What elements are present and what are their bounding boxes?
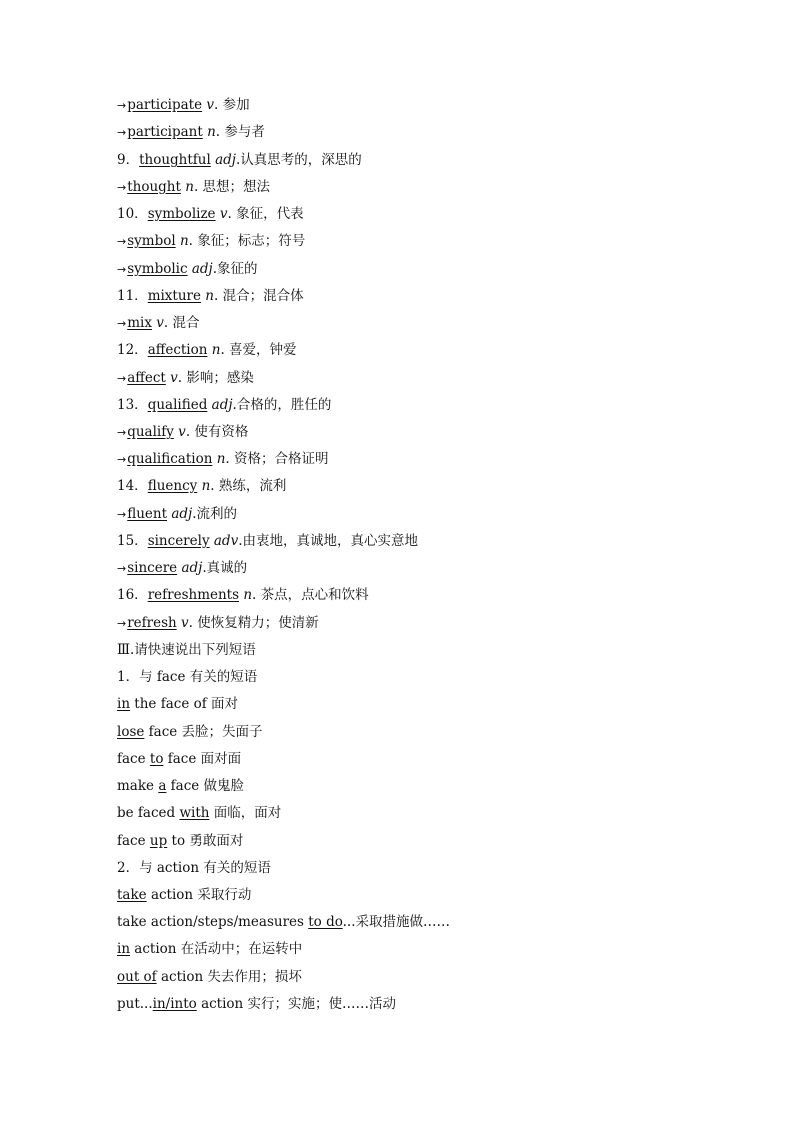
phrase-line (117, 911, 450, 933)
vocab-word: qualified (147, 397, 208, 413)
vocab-word: qualification (127, 451, 213, 467)
pos-sep: . (214, 97, 219, 113)
phrase-answer: in (117, 941, 131, 957)
part-of-speech: adj (211, 397, 233, 413)
item-number: 9． (117, 152, 140, 168)
phrase-line (117, 938, 302, 960)
vocab-line (117, 149, 362, 171)
part-of-speech: adj (215, 152, 236, 168)
pos-sep: . (236, 152, 241, 168)
vocab-line (117, 448, 329, 470)
phrase-prefix: make (117, 778, 159, 794)
phrase-answer: up (149, 833, 168, 849)
vocab-definition: 影响；感染 (186, 370, 254, 386)
arrow-icon: → (117, 508, 127, 521)
part-of-speech: adj (171, 506, 193, 522)
vocab-line (117, 312, 199, 334)
pos-sep: . (202, 560, 207, 576)
phrase-line (117, 884, 251, 906)
section-heading: Ⅲ.请快速说出下列短语 (117, 642, 256, 658)
phrase-prefix: put... (117, 996, 153, 1012)
phrase-rest: action 采取行动 (146, 887, 252, 903)
phrase-rest: action 在活动中；在运转中 (130, 941, 303, 957)
vocab-word: sincerely (147, 533, 210, 549)
pos-sep: . (212, 261, 218, 277)
vocab-word: mix (127, 315, 152, 331)
vocab-word: participate (127, 97, 203, 113)
vocab-line (117, 530, 418, 552)
arrow-icon: → (117, 181, 127, 194)
pos-sep: . (238, 533, 243, 549)
phrase-answer: to do (308, 914, 343, 930)
phrase-answer: a (158, 778, 167, 794)
vocab-definition: 混合；混合体 (222, 288, 304, 304)
vocab-line (117, 421, 248, 443)
pos-sep: . (177, 370, 183, 386)
vocab-word: qualify (127, 424, 174, 440)
vocab-definition: 资格；合格证明 (234, 451, 329, 467)
arrow-icon: → (117, 263, 127, 276)
vocab-definition: 喜爱，钟爱 (229, 342, 297, 358)
vocab-line (117, 121, 265, 143)
vocab-definition: 参加 (222, 97, 250, 113)
part-of-speech: n (205, 288, 214, 304)
vocab-definition: 合格的，胜任的 (236, 397, 332, 413)
part-of-speech: v (156, 315, 164, 331)
vocab-word: symbolize (147, 206, 216, 222)
vocab-line (117, 557, 247, 579)
arrow-icon: → (117, 235, 127, 248)
part-of-speech: v (206, 97, 215, 113)
vocab-definition: 由衷地，真诚地，真心实意地 (242, 533, 418, 549)
arrow-icon: → (117, 562, 127, 575)
vocab-definition: 参与者 (224, 124, 265, 140)
phrase-group-title: 1．与 face 有关的短语 (117, 669, 258, 685)
phrase-line (117, 693, 238, 715)
vocab-word: affection (147, 342, 208, 358)
phrase-answer: in (117, 696, 131, 712)
arrow-icon: → (117, 372, 127, 385)
item-number: 13． (117, 397, 148, 413)
phrase-answer: lose (117, 724, 145, 740)
pos-sep: . (232, 397, 237, 413)
vocab-word: fluent (127, 506, 168, 522)
phrase-rest: action 实行；实施；使……活动 (196, 996, 397, 1012)
pos-sep: . (210, 478, 215, 494)
phrase-answer: out of (117, 969, 157, 985)
vocab-line (117, 94, 250, 116)
part-of-speech: adv (213, 533, 239, 549)
vocab-word: fluency (147, 478, 198, 494)
part-of-speech: v (181, 615, 189, 631)
vocab-word: symbolic (127, 261, 188, 277)
vocab-word: symbol (127, 233, 176, 249)
phrase-rest: action 失去作用；损坏 (156, 969, 302, 985)
pos-sep: . (192, 506, 197, 522)
vocab-definition: 流利的 (196, 506, 238, 522)
phrase-line (117, 802, 281, 824)
vocab-word: thought (127, 179, 181, 195)
pos-sep: . (188, 615, 193, 631)
pos-sep: . (252, 587, 257, 603)
phrase-line (117, 748, 241, 770)
vocab-definition: 思想；想法 (202, 179, 271, 195)
phrase-line (117, 993, 396, 1015)
pos-sep: . (213, 288, 219, 304)
vocab-definition: 象征的 (217, 261, 258, 277)
vocab-line (117, 285, 304, 307)
arrow-icon: → (117, 126, 127, 139)
phrase-line (117, 775, 244, 797)
phrase-line (117, 966, 302, 988)
pos-sep: . (227, 206, 232, 222)
item-number: 12． (117, 342, 148, 358)
item-number: 10． (117, 206, 148, 222)
vocab-definition: 茶点，点心和饮料 (260, 587, 369, 603)
part-of-speech: n (211, 342, 221, 358)
arrow-icon: → (117, 453, 127, 466)
vocab-word: refreshments (147, 587, 240, 603)
part-of-speech: n (179, 233, 189, 249)
pos-sep: . (215, 124, 221, 140)
vocab-definition: 象征，代表 (236, 206, 304, 222)
phrase-rest: 面临，面对 (209, 805, 282, 821)
part-of-speech: adj (181, 560, 203, 576)
item-number: 15． (117, 533, 148, 549)
phrase-prefix: take action/steps/measures (117, 914, 309, 930)
item-number: 16． (117, 587, 148, 603)
phrase-group-title: 2．与 action 有关的短语 (117, 860, 271, 876)
item-number: 11． (117, 288, 148, 304)
vocab-line (117, 475, 286, 497)
vocab-definition: 象征；标志；符号 (197, 233, 306, 249)
vocab-line (117, 612, 319, 634)
part-of-speech: v (178, 424, 186, 440)
pos-sep: . (220, 342, 225, 358)
vocab-word: mixture (147, 288, 201, 304)
phrase-answer: to (149, 751, 164, 767)
arrow-icon: → (117, 426, 127, 439)
vocab-word: thoughtful (139, 152, 211, 168)
vocab-definition: 使恢复精力；使清新 (197, 615, 319, 631)
vocab-definition: 混合 (172, 315, 200, 331)
part-of-speech: n (185, 179, 194, 195)
vocab-definition: 真诚的 (206, 560, 248, 576)
phrase-answer: take (117, 887, 147, 903)
vocab-line (117, 584, 369, 606)
phrase-line (117, 830, 243, 852)
pos-sep: . (163, 315, 169, 331)
phrase-answer: in/into (152, 996, 197, 1012)
vocab-definition: 认真思考的，深思的 (240, 152, 362, 168)
vocab-word: sincere (127, 560, 178, 576)
vocab-line (117, 230, 305, 252)
phrase-rest: the face of 面对 (130, 696, 239, 712)
pos-sep: . (225, 451, 230, 467)
phrase-rest: face 做鬼脸 (166, 778, 245, 794)
pos-sep: . (193, 179, 199, 195)
vocab-word: affect (127, 370, 166, 386)
part-of-speech: adj (191, 261, 213, 277)
vocab-line (117, 394, 331, 416)
phrase-prefix: face (117, 751, 150, 767)
phrase-rest: face 面对面 (163, 751, 242, 767)
phrase-rest: face 丢脸；失面子 (144, 724, 263, 740)
arrow-icon: → (117, 317, 127, 330)
item-number: 14． (117, 478, 148, 494)
vocab-line (117, 258, 258, 280)
vocab-line (117, 203, 304, 225)
vocab-line (117, 176, 270, 198)
phrase-rest: ...采取措施做…… (342, 914, 451, 930)
arrow-icon: → (117, 99, 127, 112)
arrow-icon: → (117, 617, 127, 630)
phrase-line (117, 721, 263, 743)
phrase-rest: to 勇敢面对 (167, 833, 244, 849)
part-of-speech: v (170, 370, 178, 386)
vocab-word: refresh (127, 615, 177, 631)
vocab-line (117, 503, 237, 525)
vocab-definition: 熟练，流利 (218, 478, 287, 494)
part-of-speech: n (207, 124, 216, 140)
phrase-prefix: be faced (117, 805, 180, 821)
vocab-definition: 使有资格 (194, 424, 249, 440)
vocab-line (117, 339, 297, 361)
pos-sep: . (185, 424, 191, 440)
part-of-speech: n (243, 587, 253, 603)
vocab-word: participant (127, 124, 203, 140)
part-of-speech: v (219, 206, 228, 222)
phrase-prefix: face (117, 833, 150, 849)
part-of-speech: n (201, 478, 211, 494)
pos-sep: . (188, 233, 193, 249)
phrase-answer: with (179, 805, 210, 821)
vocab-line (117, 367, 254, 389)
part-of-speech: n (216, 451, 226, 467)
